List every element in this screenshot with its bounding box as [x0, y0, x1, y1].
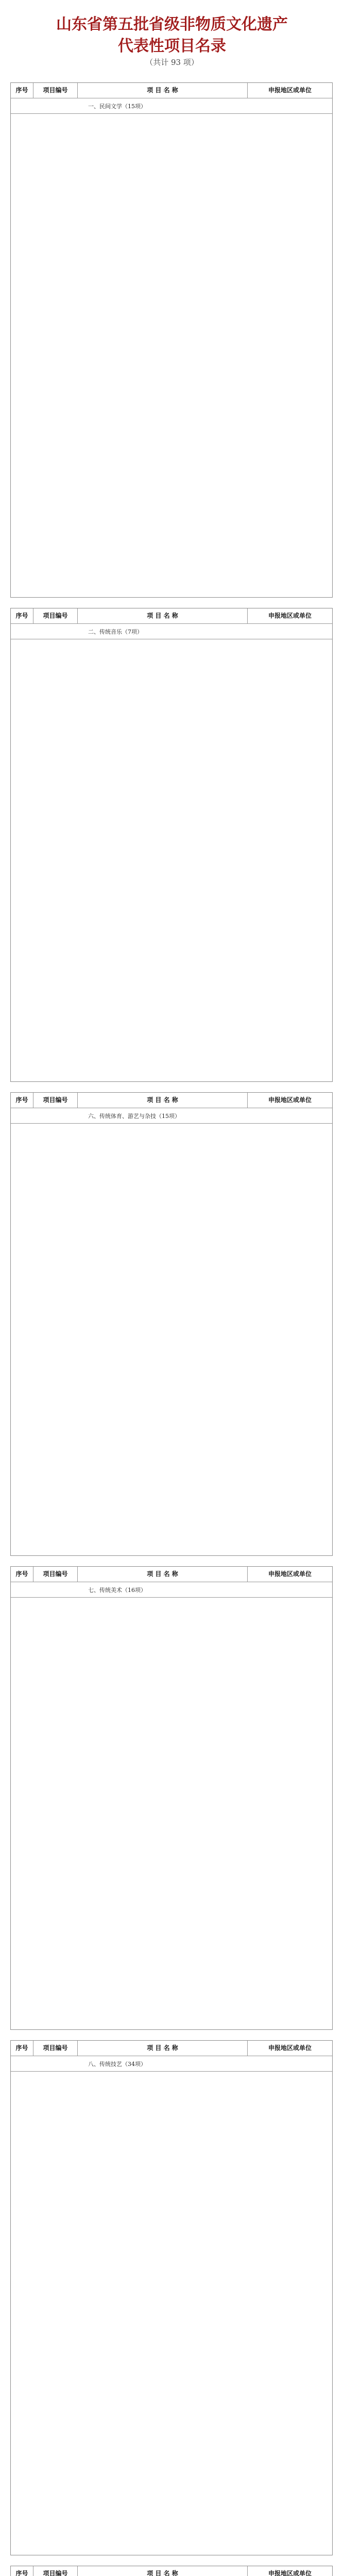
col-no-header: 序号: [11, 1093, 33, 1108]
table-header-row: [11, 2041, 332, 2056]
section-heading: 一、民间文学（15项）: [11, 98, 332, 114]
section-heading: 八、传统技艺（34项）: [11, 2056, 332, 2072]
table-header-row: [11, 608, 332, 624]
col-name-header: 项 目 名 称: [78, 1567, 248, 1582]
document-title-line2: 代表性项目名录: [118, 37, 226, 55]
section-heading: 七、传统美术（16项）: [11, 1582, 332, 1598]
col-applicant-header: 申报地区或单位: [268, 1570, 312, 1578]
col-applicant-header: 申报地区或单位: [268, 2044, 312, 2052]
table-5: [10, 2040, 333, 2555]
table-3: [10, 1092, 333, 1556]
col-name-header: 项 目 名 称: [78, 1093, 248, 1108]
document-header: [0, 0, 344, 77]
col-no-header: 序号: [11, 2041, 33, 2056]
table-header-row: [11, 83, 332, 98]
table-6: [10, 2566, 333, 2576]
document-subtitle: （共计 93 项）: [145, 58, 199, 67]
table-header-row: [11, 2566, 332, 2576]
col-name-header: 项 目 名 称: [78, 2566, 248, 2576]
section-heading: 二、传统音乐（7项）: [11, 624, 332, 639]
col-applicant-header: 申报地区或单位: [268, 1096, 312, 1104]
col-code-header: 项目编号: [33, 608, 78, 623]
table-header-row: [11, 1093, 332, 1108]
col-no-header: 序号: [11, 1567, 33, 1582]
col-code-header: 项目编号: [33, 2566, 78, 2576]
col-applicant-header: 申报地区或单位: [268, 612, 312, 619]
table-1: [10, 82, 333, 598]
table-2: [10, 608, 333, 1082]
col-no-header: 序号: [11, 608, 33, 623]
col-applicant-header: 申报地区或单位: [268, 2570, 312, 2576]
col-code-header: 项目编号: [33, 1093, 78, 1108]
col-no-header: 序号: [11, 83, 33, 98]
col-no-header: 序号: [11, 2566, 33, 2576]
section-heading: 六、传统体育、游艺与杂技（15项）: [11, 1108, 332, 1124]
table-header-row: [11, 1567, 332, 1582]
table-4: [10, 1566, 333, 2030]
document-title-line1: 山东省第五批省级非物质文化遗产: [56, 15, 288, 33]
col-name-header: 项 目 名 称: [78, 608, 248, 623]
col-name-header: 项 目 名 称: [78, 2041, 248, 2056]
col-applicant-header: 申报地区或单位: [268, 87, 312, 94]
col-name-header: 项 目 名 称: [78, 83, 248, 98]
col-code-header: 项目编号: [33, 2041, 78, 2056]
col-code-header: 项目编号: [33, 1567, 78, 1582]
col-code-header: 项目编号: [33, 83, 78, 98]
